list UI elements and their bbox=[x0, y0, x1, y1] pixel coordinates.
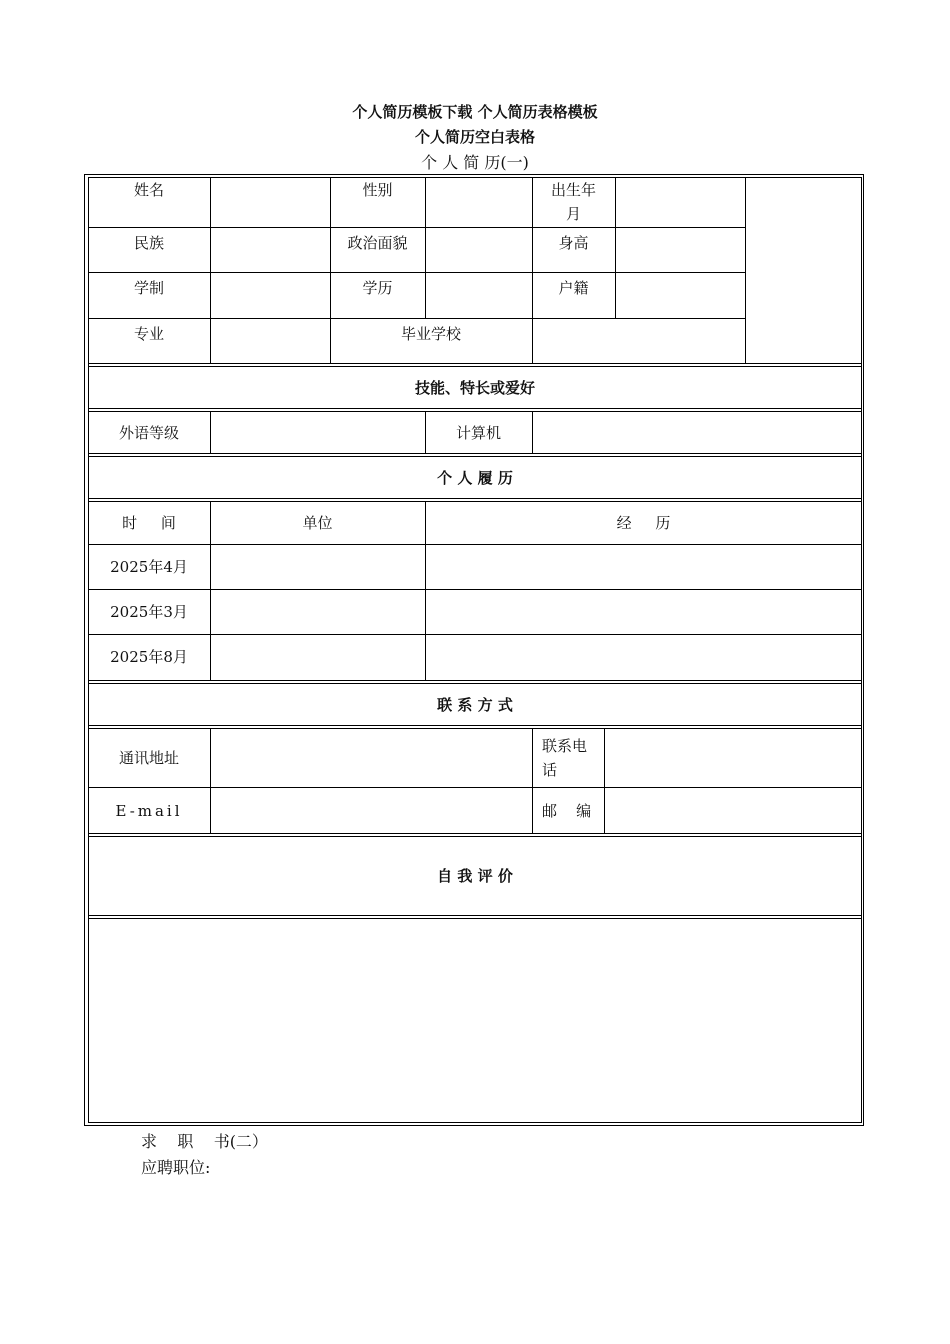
grid-line bbox=[88, 833, 862, 834]
grid-line bbox=[88, 453, 862, 454]
grid-line bbox=[88, 836, 862, 837]
grid-line bbox=[532, 411, 533, 454]
section-header-self-evaluation: 自 我 评 价 bbox=[437, 867, 513, 885]
label-birth-line2: 月 bbox=[565, 205, 581, 223]
label-phone-line1: 联系电 bbox=[542, 737, 588, 755]
grid-line bbox=[210, 728, 211, 834]
grid-line bbox=[88, 787, 862, 788]
label-ethnicity: 民族 bbox=[133, 234, 164, 252]
grid-line bbox=[88, 634, 862, 635]
label-postcode: 邮 编 bbox=[542, 802, 592, 820]
section-header-contact: 联 系 方 式 bbox=[437, 696, 513, 714]
document-subtitle: 个人简历空白表格 bbox=[414, 128, 535, 146]
history-row-date: 2025年8月 bbox=[110, 648, 188, 666]
grid-line bbox=[210, 411, 211, 454]
grid-line bbox=[88, 544, 862, 545]
applied-position-label: 应聘职位: bbox=[141, 1158, 211, 1177]
label-schooling: 学制 bbox=[133, 279, 164, 297]
cover-letter-heading: 求 职 书(二） bbox=[141, 1132, 268, 1151]
grid-line bbox=[615, 177, 616, 318]
section-header-skills: 技能、特长或爱好 bbox=[414, 379, 535, 397]
grid-line bbox=[745, 177, 746, 364]
label-hukou: 户籍 bbox=[558, 279, 589, 297]
grid-line bbox=[210, 177, 211, 364]
grid-line bbox=[88, 918, 862, 919]
grid-line bbox=[88, 227, 745, 228]
section-header-history: 个 人 履 历 bbox=[437, 469, 513, 487]
grid-line bbox=[88, 501, 862, 502]
grid-line bbox=[88, 725, 862, 726]
grid-line bbox=[88, 318, 745, 319]
history-col-time: 时 间 bbox=[122, 514, 176, 532]
grid-line bbox=[88, 683, 862, 684]
label-computer: 计算机 bbox=[455, 424, 501, 442]
label-birth-line1: 出生年 bbox=[550, 181, 596, 199]
resume-heading: 个 人 简 历(一) bbox=[421, 153, 529, 172]
grid-line bbox=[88, 411, 862, 412]
grid-line bbox=[88, 272, 745, 273]
grid-line bbox=[88, 456, 862, 457]
label-graduation-school: 毕业学校 bbox=[400, 325, 461, 343]
label-foreign-language: 外语等级 bbox=[118, 424, 179, 442]
label-email: E-mail bbox=[115, 802, 183, 820]
document-title: 个人简历模板下载 个人简历表格模板 bbox=[352, 103, 598, 121]
grid-line bbox=[88, 915, 862, 916]
history-col-unit: 单位 bbox=[302, 514, 333, 532]
label-political-status: 政治面貌 bbox=[347, 234, 408, 252]
label-gender: 性别 bbox=[362, 181, 393, 199]
label-major: 专业 bbox=[133, 325, 164, 343]
grid-line bbox=[88, 498, 862, 499]
history-row-date: 2025年4月 bbox=[110, 558, 188, 576]
history-row-date: 2025年3月 bbox=[110, 603, 188, 621]
label-address: 通讯地址 bbox=[118, 749, 179, 767]
grid-line bbox=[88, 408, 862, 409]
label-height: 身高 bbox=[558, 234, 589, 252]
inner-border-right bbox=[861, 177, 862, 1123]
label-education: 学历 bbox=[362, 279, 393, 297]
history-col-experience: 经 历 bbox=[616, 514, 671, 532]
inner-border-bottom bbox=[88, 1122, 862, 1123]
grid-line bbox=[88, 366, 862, 367]
grid-line bbox=[88, 680, 862, 681]
label-name: 姓名 bbox=[133, 181, 164, 199]
label-phone-line2: 话 bbox=[542, 761, 558, 779]
grid-line bbox=[88, 589, 862, 590]
grid-line bbox=[425, 177, 426, 318]
grid-line bbox=[88, 728, 862, 729]
